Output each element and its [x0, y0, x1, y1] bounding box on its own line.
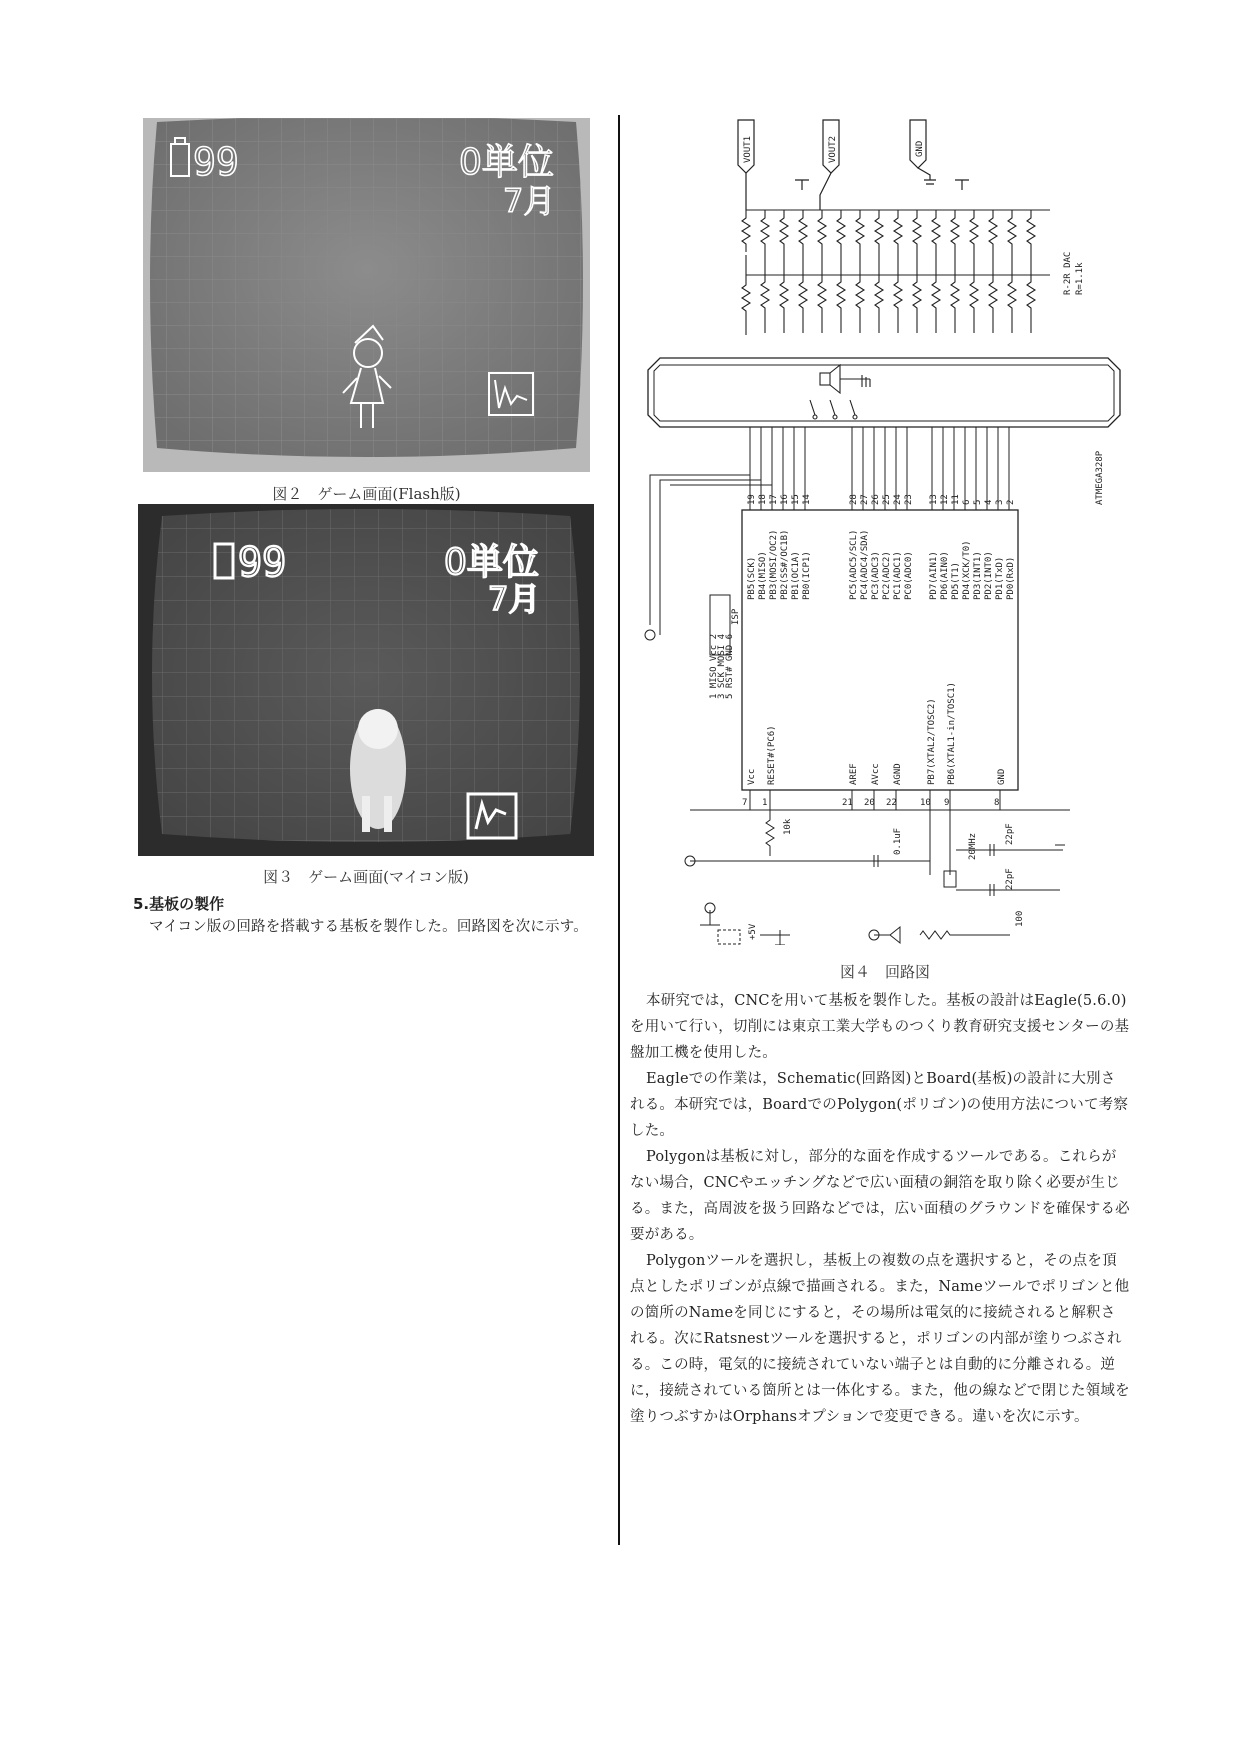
chip-name-label: ATMEGA328P — [1095, 450, 1105, 505]
figure-4-caption: 図４ 回路図 — [839, 963, 930, 981]
column-divider — [618, 115, 620, 1545]
hud-credits: 0単位 — [459, 142, 554, 183]
speaker-and-switches — [810, 365, 870, 419]
dac-label: R-2R DAC — [1063, 251, 1073, 295]
pin-pc0: PC0(ADC0) — [904, 551, 914, 600]
pin-num-5: 5 — [973, 499, 983, 505]
vout2-label: VOUT2 — [828, 135, 838, 163]
hud-credits: 0単位 — [444, 542, 539, 583]
pin-pb2: PB2(SS#/OC1B) — [780, 529, 790, 600]
figure-3-game-screen-mcu — [138, 504, 594, 856]
gnd-label: GND — [915, 140, 925, 157]
hud-month: 7月 — [488, 580, 541, 618]
bottom-pin-1: 1 — [762, 798, 768, 808]
pin-num-15: 15 — [791, 494, 801, 505]
resistor-100-label: 100 — [1015, 910, 1025, 927]
pin-num-25: 25 — [882, 494, 892, 505]
pin-num-17: 17 — [769, 494, 779, 505]
pin-gnd: GND — [997, 768, 1007, 785]
left-paragraph — [133, 914, 613, 940]
pin-num-24: 24 — [893, 494, 903, 505]
resistor-10k-label: 10k — [783, 818, 793, 835]
pin-num-18: 18 — [758, 494, 768, 505]
hud-battery-count: 99 — [193, 140, 239, 184]
pin-pb5: PB5(SCK) — [747, 556, 757, 600]
capacitor-label: 0.1uF — [893, 827, 903, 855]
pin-agnd: AGND — [893, 763, 903, 785]
pin-pc2: PC2(ADC2) — [882, 551, 892, 600]
right-body-text — [630, 988, 1130, 1430]
isp-row-1: 1 MISO Vcc 2 — [709, 633, 719, 699]
pin-pd5: PD5(T1) — [951, 562, 961, 600]
pin-num-3: 3 — [995, 499, 1005, 505]
pin-pd7: PD7(AIN1) — [929, 551, 939, 600]
hud-month: 7月 — [503, 182, 556, 220]
paragraph-1: 本研究では，CNCを用いて基板を製作した。基板の設計はEagle(5.6.0)を用いて行い，切削には東京工業大学ものつくり教育研究支援センターの基盤加工機を使用した。 — [630, 993, 1130, 1061]
pin-pc3: PC3(ADC3) — [871, 551, 881, 600]
pin-avcc: AVcc — [871, 763, 881, 785]
bottom-pin-7: 7 — [742, 798, 748, 808]
figure-2-caption: 図２ ゲーム画面(Flash版) — [272, 485, 461, 503]
pin-num-23: 23 — [904, 494, 914, 505]
bottom-pin-10: 10 — [920, 798, 931, 808]
isp-row-2: 3 SCK MOSI 4 — [717, 633, 727, 699]
pin-pd3: PD3(INT1) — [973, 551, 983, 600]
pin-reset: RESET#(PC6) — [767, 725, 777, 785]
pin-num-2: 2 — [1006, 499, 1016, 505]
bottom-pin-21: 21 — [842, 798, 853, 808]
pin-num-27: 27 — [860, 494, 870, 505]
pin-pd2: PD2(INT0) — [984, 551, 994, 600]
pin-xtal1: PB6(XTAL1-in/TOSC1) — [947, 682, 957, 785]
bus-outline — [648, 358, 1120, 427]
figure-2-game-screen-flash — [143, 118, 590, 472]
pin-num-13: 13 — [929, 494, 939, 505]
dac-resistance-label: R=1.1k — [1075, 262, 1085, 295]
isp-label: ISP — [731, 608, 741, 625]
bottom-pin-8: 8 — [994, 798, 1000, 808]
bottom-pin-22: 22 — [886, 798, 897, 808]
bottom-pin-20: 20 — [864, 798, 875, 808]
resistor-ladder — [742, 210, 1035, 335]
pin-vcc: Vcc — [747, 768, 757, 785]
pin-num-26: 26 — [871, 494, 881, 505]
pin-pb4: PB4(MISO) — [758, 551, 768, 600]
pin-num-12: 12 — [940, 494, 950, 505]
pin-aref: AREF — [849, 763, 859, 785]
pin-num-4: 4 — [984, 499, 994, 505]
pin-pc5: PC5(ADC5/SCL) — [849, 529, 859, 600]
vout1-label: VOUT1 — [743, 135, 753, 163]
hud-battery-count: 99 — [238, 540, 287, 586]
pin-pc4: PC4(ADC4/SDA) — [860, 529, 870, 600]
pin-pd4: PD4(XCK/T0) — [962, 540, 972, 600]
capacitor-22pf-label: 22pF — [1005, 823, 1015, 845]
left-paragraph-text: マイコン版の回路を搭載する基板を製作した。回路図を次に示す。 — [149, 919, 588, 935]
capacitor-22pf-label-2: 22pF — [1005, 868, 1015, 890]
pin-xtal2: PB7(XTAL2/TOSC2) — [927, 698, 937, 785]
pin-pb1: PB1(OC1A) — [791, 551, 801, 600]
isp-row-3: 5 RST# GND 6 — [725, 633, 735, 699]
pin-pd1: PD1(TxD) — [995, 556, 1005, 600]
figure-4-schematic — [630, 115, 1140, 945]
paragraph-2: Eagleでの作業は，Schematic(回路図)とBoard(基板)の設計に大別される。本研究では，BoardでのPolygon(ポリゴン)の使用方法について考察した。 — [630, 1071, 1129, 1139]
pin-num-16: 16 — [780, 494, 790, 505]
supply-5v-label: +5V — [748, 923, 758, 940]
pin-pd6: PD6(AIN0) — [940, 551, 950, 600]
paragraph-3: Polygonは基板に対し，部分的な面を作成するツールである。これらがない場合，CNCやエッチングなどで広い面積の銅箔を取り除く必要が生じる。また，高周波を扱う回路などでは，広い面積のグラウンドを確保する必要がある。 — [630, 1149, 1130, 1243]
pin-pd0: PD0(RxD) — [1006, 556, 1016, 600]
pin-pc1: PC1(ADC1) — [893, 551, 903, 600]
pin-num-6: 6 — [962, 499, 972, 505]
pin-pb0: PB0(ICP1) — [802, 551, 812, 600]
pin-num-11: 11 — [951, 494, 961, 505]
bottom-pin-9: 9 — [944, 798, 950, 808]
paragraph-4: Polygonツールを選択し，基板上の複数の点を選択すると，その点を頂点としたポリゴンが点線で描画される。また，Nameツールでポリゴンと他の箇所のNameを同じにすると，その場所は電気的に接続されると解釈される。次にRatsnestツールを選択すると，ポリゴンの内部が塗りつぶされる。この時，電気的に接続されていない端子とは自動的に分離される。逆に，接続されている箇所とは一体化する。また，他の線などで閉じた領域を塗りつぶすかはOrphansオプションで変更できる。違いを次に示す。 — [630, 1253, 1130, 1425]
pin-pb3: PB3(MOSI/OC2) — [769, 529, 779, 600]
figure-3-caption: 図３ ゲーム画面(マイコン版) — [263, 868, 469, 886]
section-heading: 5.基板の製作 — [133, 895, 225, 913]
pin-num-19: 19 — [747, 494, 757, 505]
pin-num-28: 28 — [849, 494, 859, 505]
pin-num-14: 14 — [802, 494, 812, 505]
crystal-label: 20MHz — [968, 832, 978, 860]
